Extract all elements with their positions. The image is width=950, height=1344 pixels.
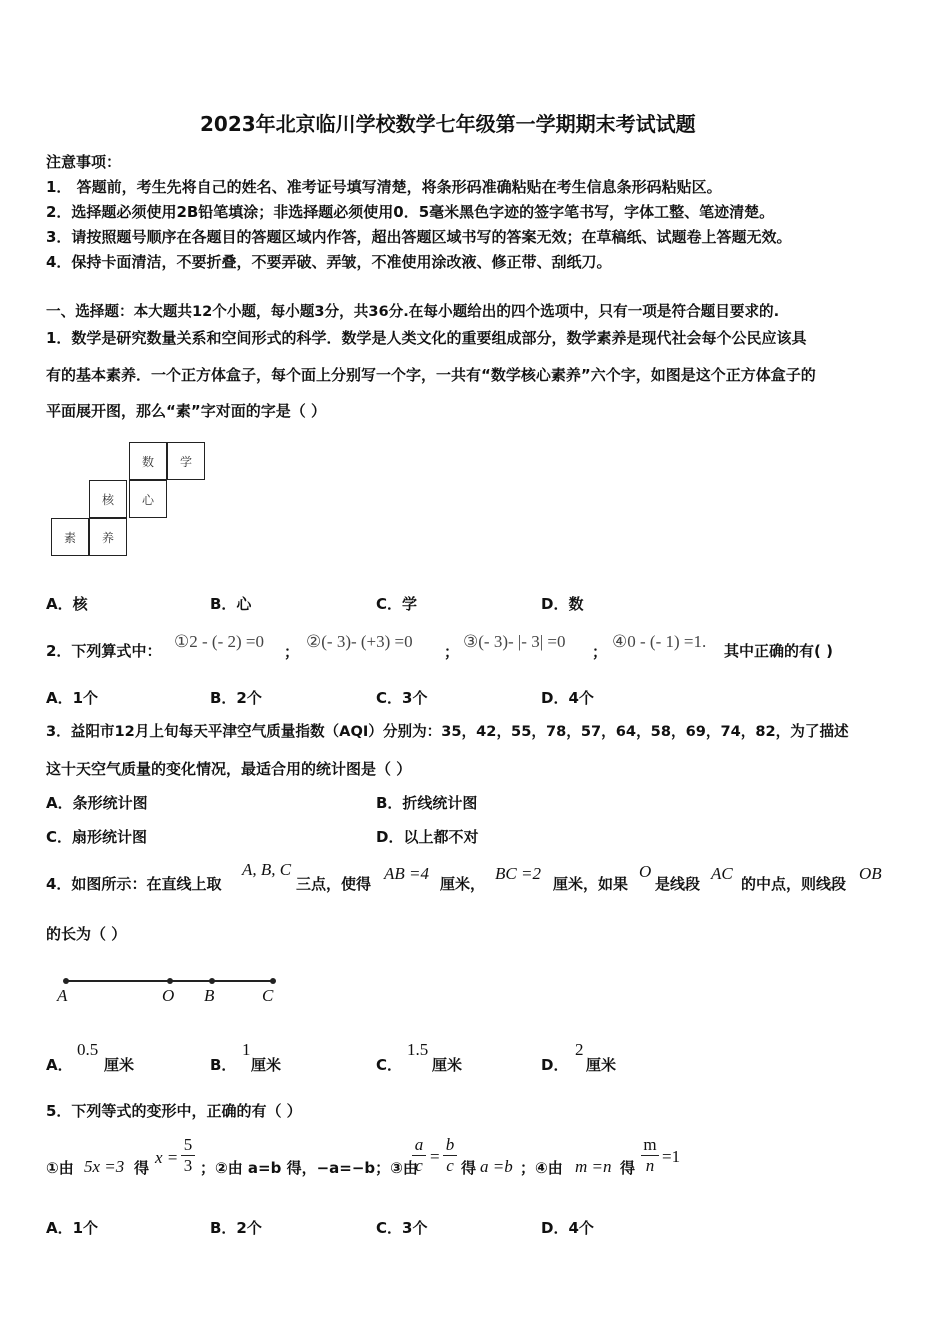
net-cell-yang: 养	[89, 518, 127, 556]
q5-frac-b: b	[445, 1135, 455, 1154]
q4-option-c-val: 1.5	[407, 1040, 429, 1059]
q4-option-a-unit: 厘米	[104, 1056, 135, 1074]
q1-option-b: B．心	[210, 595, 252, 613]
q1-line-2: 有的基本素养．一个正方体盒子，每个面上分别写一个字，一共有“数学核心素养”六个字，如图是这个正方体盒子的	[46, 366, 816, 384]
q4-label-c: C	[262, 986, 274, 1005]
q4-option-b-label: B．	[210, 1056, 237, 1074]
q2-prefix: 2．下列算式中：	[46, 642, 162, 660]
q5-equals: =	[430, 1147, 440, 1166]
notice-heading: 注意事项：	[46, 153, 122, 171]
q5-part-6: 得	[620, 1159, 636, 1177]
q4-text-5: 是线段	[655, 875, 701, 893]
q4-line-2: 的长为（ ）	[46, 925, 127, 943]
q3-option-b: B．折线统计图	[376, 794, 478, 812]
q2-option-c: C．3个	[376, 689, 428, 707]
q4-label-o: O	[162, 986, 175, 1005]
net-cell-he: 核	[89, 480, 127, 518]
q4-math-o: O	[639, 862, 652, 881]
q5-option-a: A．1个	[46, 1219, 99, 1237]
q1-line-3: 平面展开图，那么“素”字对面的字是（ ）	[46, 402, 326, 420]
q4-math-ac: AC	[711, 864, 733, 883]
q4-text-1: 4．如图所示：在直线上取	[46, 875, 222, 893]
net-cell-xue: 学	[167, 442, 205, 480]
q4-option-b-val: 1	[242, 1040, 251, 1059]
q4-text-3: 厘米，	[440, 875, 486, 893]
notice-item-4: 4．保持卡面清洁，不要折叠，不要弄破、弄皱，不准使用涂改液、修正带、刮纸刀。	[46, 253, 612, 271]
net-cell-xin: 心	[129, 480, 167, 518]
q5-frac-b-c	[443, 1135, 457, 1176]
q5-part-2: 得	[134, 1159, 150, 1177]
q2-sep-1: ；	[284, 643, 300, 661]
q2-expr-1: ①2 - (- 2) =0	[174, 632, 264, 651]
q5-part-5: ；④由	[520, 1159, 563, 1177]
q2-option-a: A．1个	[46, 689, 99, 707]
q2-option-b: B．2个	[210, 689, 262, 707]
q5-math-x: x =	[155, 1148, 179, 1167]
q4-point-a	[63, 978, 69, 984]
q4-option-d-label: D．	[541, 1056, 569, 1074]
q5-frac-m: m	[643, 1135, 657, 1154]
q1-option-c: C．学	[376, 595, 418, 613]
q2-suffix: 其中正确的有( )	[724, 642, 833, 660]
q2-option-d: D．4个	[541, 689, 594, 707]
q5-frac-5-3	[181, 1135, 195, 1176]
q5-equals-one: =1	[662, 1147, 681, 1166]
q4-math-ab: AB =4	[384, 864, 429, 883]
q4-point-o	[167, 978, 173, 984]
net-cell-shu: 数	[129, 442, 167, 480]
q5-frac-n: n	[641, 1155, 659, 1176]
q5-frac-a: a	[414, 1135, 424, 1154]
q4-option-c-label: C．	[376, 1056, 403, 1074]
q4-text-2: 三点，使得	[296, 875, 372, 893]
q3-line-2: 这十天空气质量的变化情况，最适合用的统计图是（ ）	[46, 760, 412, 778]
q4-option-d-unit: 厘米	[586, 1056, 617, 1074]
q5-math-ab: a =b	[480, 1157, 513, 1176]
q5-option-b: B．2个	[210, 1219, 262, 1237]
q4-text-4: 厘米，如果	[553, 875, 629, 893]
q4-option-b-unit: 厘米	[251, 1056, 282, 1074]
q5-option-d: D．4个	[541, 1219, 594, 1237]
q4-option-a-label: A．	[46, 1056, 73, 1074]
notice-item-1: 1． 答题前，考生先将自己的姓名、准考证号填写清楚，将条形码准确粘贴在考生信息条形码粘贴区。	[46, 178, 722, 196]
q1-option-a: A．核	[46, 595, 88, 613]
q5-frac-num: 5	[183, 1135, 193, 1154]
q2-expr-3: ③(- 3)- |- 3| =0	[463, 632, 566, 651]
q5-part-4: 得	[461, 1159, 477, 1177]
q2-sep-3: ；	[592, 643, 608, 661]
q5-frac-c1: c	[412, 1155, 426, 1176]
q4-point-b	[209, 978, 215, 984]
net-cell-su: 素	[51, 518, 89, 556]
q1-option-d: D．数	[541, 595, 584, 613]
q5-frac-den: 3	[181, 1155, 195, 1176]
q4-option-d-val: 2	[575, 1040, 584, 1059]
q2-expr-4: ④0 - (- 1) =1.	[612, 632, 707, 651]
q4-label-b: B	[204, 986, 215, 1005]
notice-item-3: 3．请按照题号顺序在各题目的答题区域内作答，超出答题区域书写的答案无效；在草稿纸、试题卷上答题无效。	[46, 228, 792, 246]
q5-option-c: C．3个	[376, 1219, 428, 1237]
page-title: 2023年北京临川学校数学七年级第一学期期末考试试题	[200, 112, 696, 136]
q4-label-a: A	[57, 986, 68, 1005]
q5-stem: 5．下列等式的变形中，正确的有（ ）	[46, 1102, 302, 1120]
q4-option-a-val: 0.5	[77, 1040, 99, 1059]
q5-math-5x: 5x =3	[84, 1157, 125, 1176]
q3-option-a: A．条形统计图	[46, 794, 148, 812]
q3-option-c: C．扇形统计图	[46, 828, 148, 846]
q5-math-mn: m =n	[575, 1157, 612, 1176]
q4-math-ob: OB	[859, 864, 882, 883]
q5-part-1: ①由	[46, 1159, 74, 1177]
notice-item-2: 2．选择题必须使用2B铅笔填涂；非选择题必须使用0．5毫米黑色字迹的签字笔书写，字体工整、笔迹清楚。	[46, 203, 775, 221]
q4-option-c-unit: 厘米	[432, 1056, 463, 1074]
q5-part-3: ；②由 a=b 得，−a=−b；③由	[200, 1159, 418, 1177]
q4-point-c	[270, 978, 276, 984]
q5-frac-m-n	[641, 1135, 659, 1176]
q4-math-bc: BC =2	[495, 864, 541, 883]
q2-expr-2: ②(- 3)- (+3) =0	[306, 632, 413, 651]
q4-math-abc: A, B, C	[242, 860, 292, 879]
q3-line-1: 3．益阳市12月上旬每天平津空气质量指数（AQI）分别为：35，42，55，78，57，64，58，69，74，82，为了描述	[46, 723, 849, 740]
q2-sep-2: ；	[444, 643, 460, 661]
section-heading: 一、选择题：本大题共12个小题，每小题3分，共36分.在每小题给出的四个选项中，只有一项是符合题目要求的.	[46, 303, 780, 320]
q5-frac-a-c	[412, 1135, 426, 1176]
q5-frac-c2: c	[443, 1155, 457, 1176]
q3-option-d: D．以上都不对	[376, 828, 479, 846]
q4-text-6: 的中点，则线段	[741, 875, 847, 893]
q1-line-1: 1．数学是研究数量关系和空间形式的科学．数学是人类文化的重要组成部分，数学素养是现代社会每个公民应该具	[46, 329, 807, 347]
